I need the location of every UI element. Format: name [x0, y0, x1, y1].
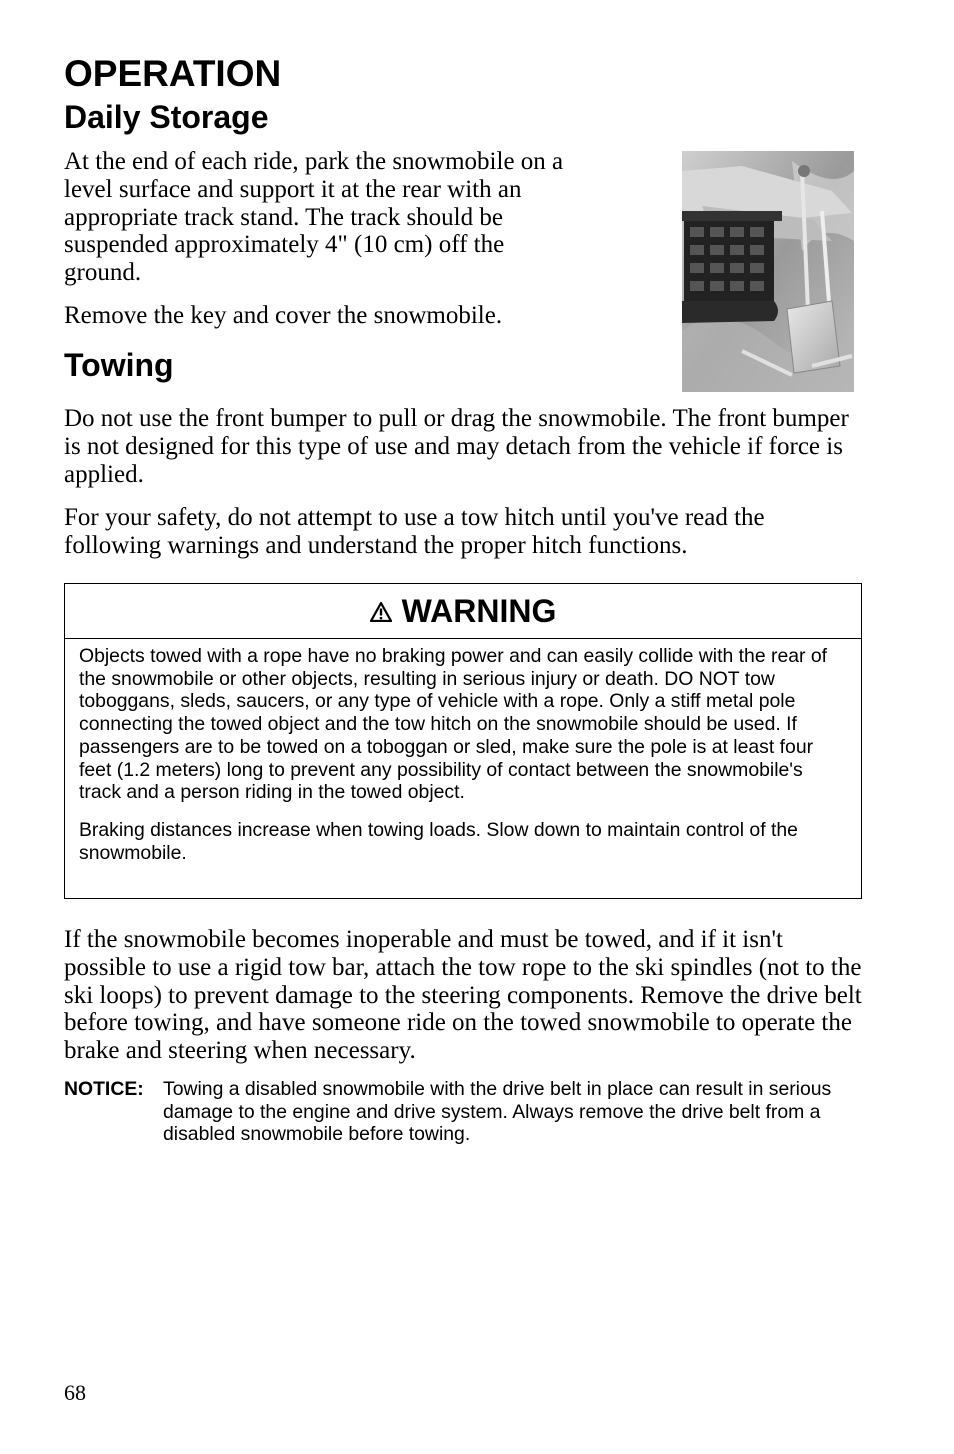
warning-header — [65, 584, 861, 639]
warning-box — [64, 583, 862, 899]
notice-label: NOTICE: — [64, 1078, 144, 1100]
page-number: 68 — [64, 1380, 86, 1405]
section-title: OPERATION — [64, 53, 282, 94]
notice-text: Towing a disabled snowmobile with the drive belt in place can result in serious damage to the engine and drive system. Always remove the drive belt from a disabled snowmobile before towing. — [163, 1078, 832, 1146]
warning-body — [65, 639, 861, 864]
warning-paragraph-1: Objects towed with a rope have no braking power and can easily collide with the rear of the snowmobile or other objects, resulting in serious injury or death. DO NOT tow toboggans, sleds, saucers, or any type of vehicle with a rope. Only a stiff metal pole connecting the towed object and the tow hitch on the snowmobile should be used. If passengers are to be towed on a toboggan or sled, make sure the pole is at least four feet (1.2 meters) long to prevent any possibility of contact between the snowmobile's track and a person riding in the towed object. — [79, 645, 828, 804]
warning-paragraph-2: Braking distances increase when towing loads. Slow down to maintain control of the snowmobile. — [79, 818, 798, 864]
snowmobile-track-stand-photo — [682, 151, 854, 392]
warning-title: WARNING — [401, 592, 557, 629]
daily-storage-heading: Daily Storage — [64, 99, 269, 135]
daily-storage-paragraph-1: At the end of each ride, park the snowmobile on a level surface and support it at the rear with an appropriate track stand. The track should be suspended approximately 4" (10 cm) off the ground. — [64, 148, 564, 287]
towing-paragraph-1: Do not use the front bumper to pull or drag the snowmobile. The front bumper is not designed for this type of use and may detach from the vehicle if force is applied. — [64, 405, 849, 488]
towing-paragraph-3: If the snowmobile becomes inoperable and must be towed, and if it isn't possible to use a rigid tow bar, attach the tow rope to the ski spindles (not to the ski loops) to prevent damage to the steering components. Remove the drive belt before towing, and have someone ride on the towed snowmobile to operate the brake and steering when necessary. — [64, 926, 862, 1065]
daily-storage-paragraph-2: Remove the key and cover the snowmobile. — [64, 302, 503, 329]
towing-paragraph-2: For your safety, do not attempt to use a tow hitch until you've read the following warnings and understand the proper hitch functions. — [64, 504, 765, 559]
towing-heading: Towing — [64, 347, 174, 383]
warning-triangle-icon — [370, 593, 392, 630]
